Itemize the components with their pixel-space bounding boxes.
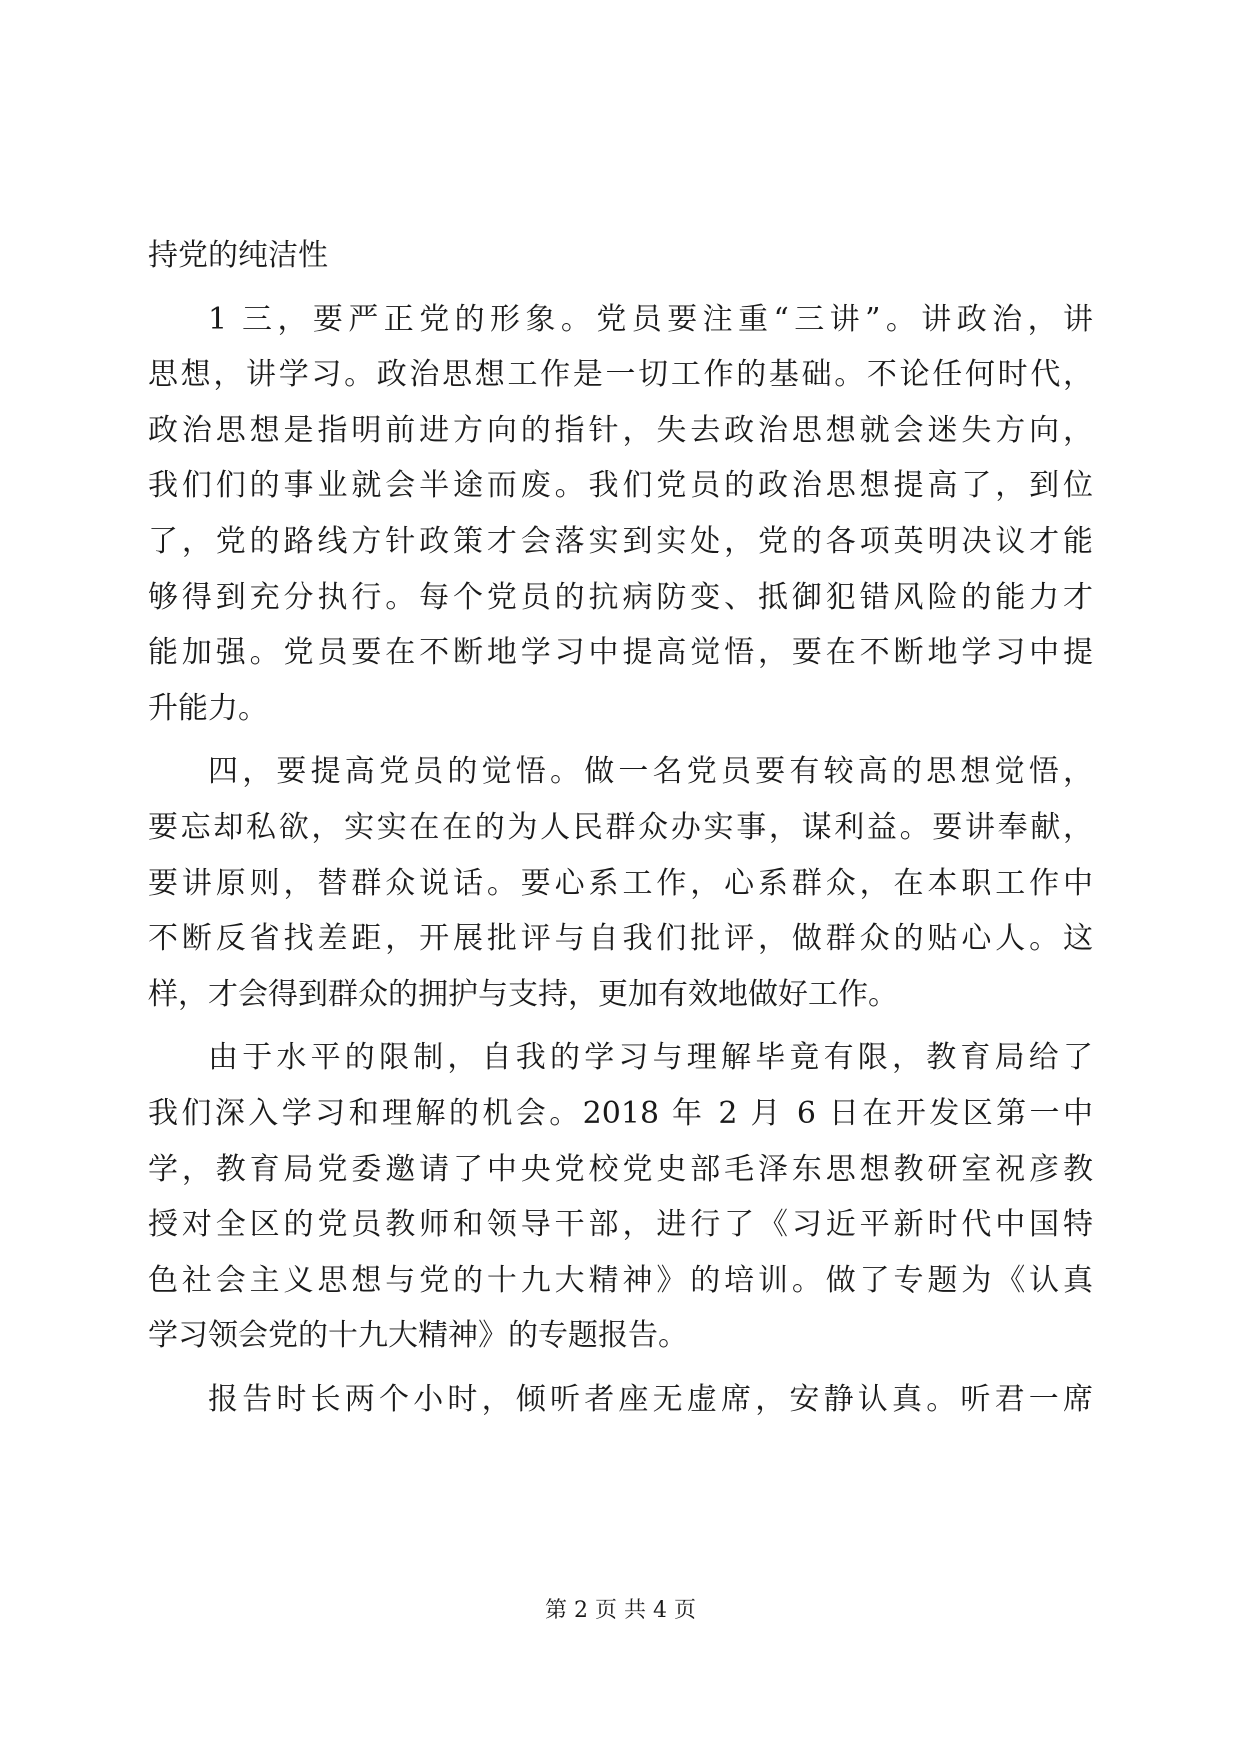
text-line: 持党的纯洁性 (148, 238, 328, 273)
text-line: 报告时长两个小时，倾听者座无虚席，安静认真。听君一席 (208, 1381, 1093, 1417)
text-line: 能加强。党员要在不断地学习中提高觉悟，要在不断地学习中提 (148, 635, 1093, 671)
text-line: 够得到充分执行。每个党员的抗病防变、抵御犯错风险的能力才 (148, 579, 1093, 615)
text-line: 四，要提高党员的觉悟。做一名党员要有较高的思想觉悟， (208, 754, 1093, 790)
document-body (148, 228, 1093, 1427)
text-line: 色社会主义思想与党的十九大精神》的培训。做了专题为《认真 (148, 1262, 1093, 1298)
page-number-footer: 第 2 页 共 4 页 (545, 1598, 696, 1623)
text-line: 要讲原则，替群众说话。要心系工作，心系群众，在本职工作中 (148, 865, 1093, 901)
text-line: 我们深入学习和理解的机会。2018 年 2 月 6 日在开发区第一中 (148, 1095, 1093, 1131)
text-line: 升能力。 (148, 690, 268, 726)
text-line: 要忘却私欲，实实在在的为人民群众办实事，谋利益。要讲奉献， (148, 809, 1093, 845)
text-line: 1 三，要严正党的形象。党员要注重“三讲”。讲政治，讲 (208, 301, 1093, 337)
text-line: 思想，讲学习。政治思想工作是一切工作的基础。不论任何时代， (148, 357, 1093, 393)
text-line: 我们们的事业就会半途而废。我们党员的政治思想提高了，到位 (148, 468, 1093, 504)
text-line: 由于水平的限制，自我的学习与理解毕竟有限，教育局给了 (208, 1040, 1093, 1076)
text-line: 政治思想是指明前进方向的指针，失去政治思想就会迷失方向， (148, 412, 1093, 448)
text-line: 样，才会得到群众的拥护与支持，更加有效地做好工作。 (148, 976, 898, 1012)
text-line: 学习领会党的十九大精神》的专题报告。 (148, 1318, 688, 1354)
text-line: 授对全区的党员教师和领导干部，进行了《习近平新时代中国特 (148, 1207, 1093, 1243)
text-line: 学，教育局党委邀请了中央党校党史部毛泽东思想教研室祝彦教 (148, 1151, 1093, 1187)
text-line: 了，党的路线方针政策才会落实到实处，党的各项英明决议才能 (148, 523, 1093, 559)
text-line: 不断反省找差距，开展批评与自我们批评，做群众的贴心人。这 (148, 921, 1093, 957)
